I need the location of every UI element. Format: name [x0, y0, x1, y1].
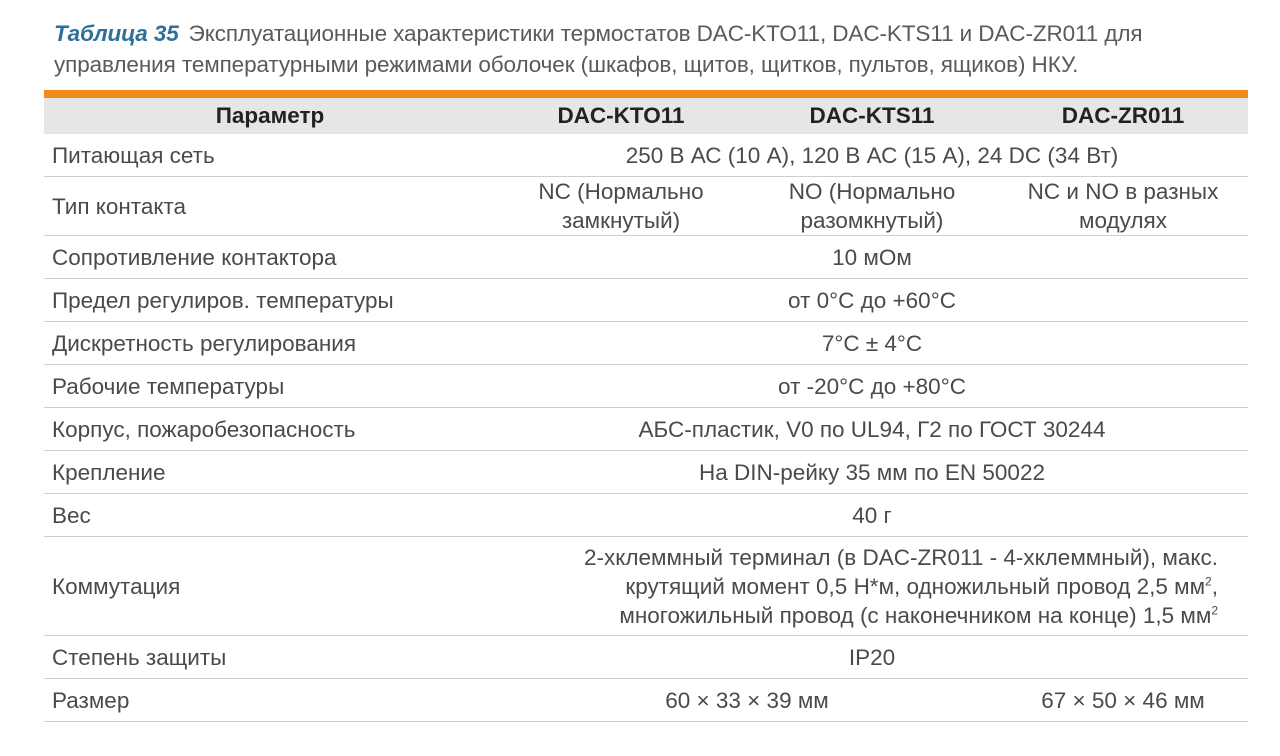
contact-zr011 — [998, 177, 1248, 236]
table-caption — [54, 18, 1269, 80]
header-dac-kto11: DAC-KTO11 — [496, 98, 746, 134]
row-param: Предел регулиров. температуры — [44, 279, 496, 322]
row-param: Тип контакта — [44, 177, 496, 236]
row-value: 10 мОм — [496, 236, 1248, 279]
row-param: Крепление — [44, 451, 496, 494]
contact-zr011-line1: NC и NO в разных — [1027, 179, 1219, 204]
contact-kts11 — [746, 177, 998, 236]
row-value: от -20°С до +80°С — [496, 365, 1248, 408]
row-param: Дискретность регулирования — [44, 322, 496, 365]
row-value: IP20 — [496, 636, 1248, 679]
contact-kts11-line1: NO (Нормально — [788, 179, 956, 204]
row-param: Вес — [44, 494, 496, 537]
row-param: Коммутация — [44, 537, 496, 636]
row-value: 7°С ± 4°С — [496, 322, 1248, 365]
row-param: Корпус, пожаробезопасность — [44, 408, 496, 451]
row-value: 250 В АС (10 А), 120 В АС (15 А), 24 DC (34 Вт) — [496, 134, 1248, 177]
contact-kto11 — [496, 177, 746, 236]
header-dac-zr011: DAC-ZR011 — [998, 98, 1248, 134]
row-value — [496, 537, 1248, 636]
row-value: 40 г — [496, 494, 1248, 537]
superscript-2: 2 — [1205, 574, 1212, 588]
size-kto-kts: 60 × 33 × 39 мм — [496, 679, 998, 722]
specs-table — [44, 98, 1248, 722]
row-param: Степень защиты — [44, 636, 496, 679]
row-param: Сопротивление контактора — [44, 236, 496, 279]
specs-table-container — [44, 90, 1248, 722]
row-param: Размер — [44, 679, 496, 722]
table-row — [44, 236, 1248, 279]
contact-kto11-line1: NC (Нормально — [538, 179, 704, 204]
table-top-rule — [44, 90, 1248, 98]
table-row — [44, 279, 1248, 322]
table-row — [44, 537, 1248, 636]
caption-text: Эксплуатационные характеристики термостатов DAC-KTO11, DAC-KTS11 и DAC-ZR011 для управления температурными режимами оболочек (шкафов, щитов, щитков, пультов, ящиков) НКУ. — [54, 21, 1143, 77]
contact-kts11-line2: разомкнутый) — [800, 208, 944, 233]
switching-line2: крутящий момент 0,5 Н*м, одножильный провод 2,5 мм — [625, 573, 1206, 599]
switching-line3: многожильный провод (с наконечником на конце) 1,5 мм — [619, 602, 1212, 628]
contact-kto11-line2: замкнутый) — [561, 208, 681, 233]
row-param: Питающая сеть — [44, 134, 496, 177]
switching-comma: , — [1211, 573, 1218, 599]
switching-line1: 2-хклеммный терминал (в DAC-ZR011 - 4-хклеммный), макс. — [583, 544, 1218, 570]
row-param: Рабочие температуры — [44, 365, 496, 408]
row-value: На DIN-рейку 35 мм по EN 50022 — [496, 451, 1248, 494]
table-row — [44, 177, 1248, 236]
table-row — [44, 365, 1248, 408]
table-row — [44, 636, 1248, 679]
table-row — [44, 679, 1248, 722]
table-row — [44, 134, 1248, 177]
table-row — [44, 451, 1248, 494]
row-value: от 0°С до +60°С — [496, 279, 1248, 322]
caption-number: Таблица 35 — [54, 21, 179, 46]
table-row — [44, 494, 1248, 537]
superscript-2: 2 — [1211, 603, 1218, 617]
contact-zr011-line2: модулях — [1079, 208, 1167, 233]
header-row — [44, 98, 1248, 134]
table-row — [44, 408, 1248, 451]
table-row — [44, 322, 1248, 365]
row-value: АБС-пластик, V0 по UL94, Г2 по ГОСТ 30244 — [496, 408, 1248, 451]
header-parameter: Параметр — [44, 98, 496, 134]
header-dac-kts11: DAC-KTS11 — [746, 98, 998, 134]
size-zr011: 67 × 50 × 46 мм — [998, 679, 1248, 722]
